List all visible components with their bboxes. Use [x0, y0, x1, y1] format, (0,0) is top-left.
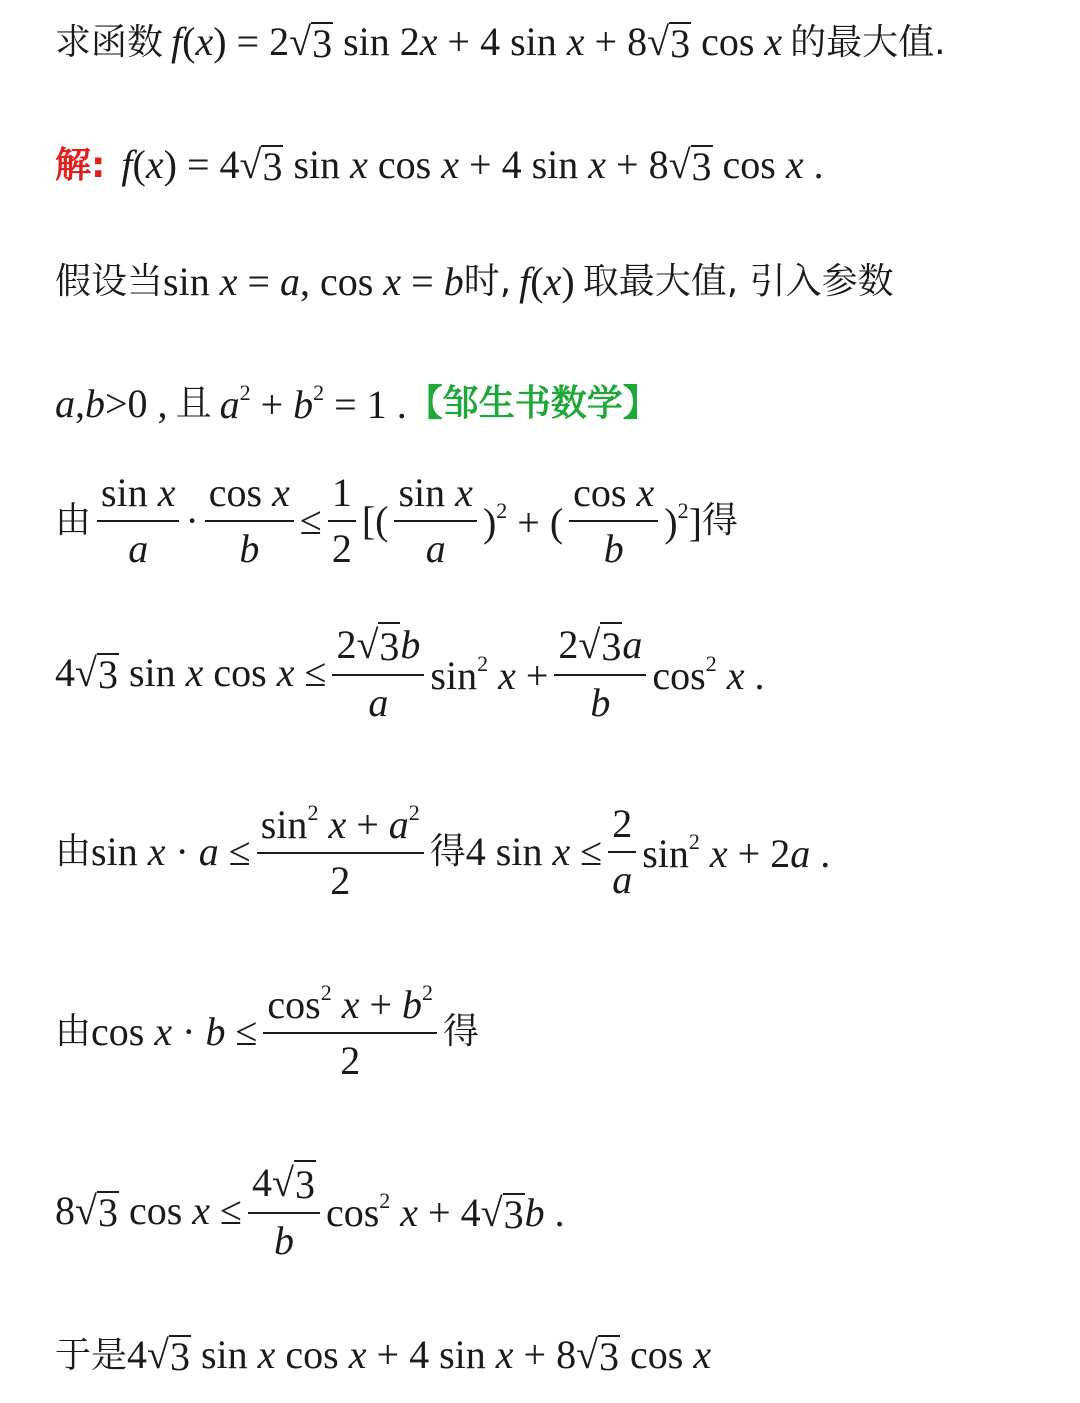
solution-formula: f(x) = 4 √ 3 sin x cos x + 4 sin x + 8 √ 3 cos x .: [121, 142, 824, 189]
assume-fx: f(x): [519, 259, 575, 304]
problem-line: [55, 19, 946, 66]
assume-middle: 时,: [463, 261, 512, 302]
params-formula: $a^2 + b^2 = 1$ .: [219, 380, 407, 427]
step4-de: 得: [443, 1011, 480, 1052]
problem-prefix: 求函数: [55, 22, 164, 63]
step3-line: 由 sin x · a ≤ $\frac{\sin^2 x + a^2}{2}$ 得 4 sin x ≤ $\frac{2}{a}$ $\sin^2 x + 2a$ .: [55, 800, 831, 903]
assume-prefix: 假设当: [55, 261, 164, 302]
solution-label: 解:: [55, 145, 106, 186]
fraction: 2 √ 3 a b: [554, 622, 646, 726]
problem-formula: f(x) = 2 √ 3 sin 2x + 4 sin x + 8 √ 3 cos x: [171, 19, 783, 66]
fraction: $\frac{2}{a}$: [608, 801, 636, 903]
step1-line: 由 $\frac{\text{sin x}}{a}$ · $\frac{\text{cos x}}{b}$ ≤ $\frac{1}{2}$ [( $\frac{\text{sin x}}{a}$ )$^2$ + ( $\frac{\text{cos x}}{b}$ )$^2$] 得: [55, 470, 738, 571]
conclusion-yushi: 于是: [55, 1335, 128, 1376]
fraction: $\frac{\text{sin x}}{a}$: [97, 470, 179, 572]
assume-suffix: 取最大值, 引入参数: [582, 261, 894, 302]
step3-you: 由: [55, 831, 92, 872]
step1-de: 得: [701, 500, 738, 541]
fraction: $\frac{\text{cos x}}{b}$: [569, 470, 658, 572]
conclusion-line: 于是 4 √ 3 sin x cos x + 4 sin x + 8 √ 3 cos x: [55, 1332, 712, 1379]
fraction: $\frac{1}{2}$: [328, 470, 356, 572]
params-condition: a,b>0 ,: [55, 380, 168, 426]
step4-you: 由: [55, 1011, 92, 1052]
fraction: 2 √ 3 b a: [332, 622, 424, 726]
problem-suffix: 的最大值.: [790, 22, 946, 63]
step3-de: 得: [429, 831, 466, 872]
fraction: $\frac{\cos^2 x + b^2}{2}$: [263, 980, 437, 1084]
params-and: 且: [175, 382, 212, 424]
fraction: $\frac{\text{sin x}}{a}$: [394, 470, 476, 572]
step2-line: 4 √ 3 sin x cos x ≤ 2 √ 3 b a $\sin^2 x$ + 2 √ 3 a b $\cos^2 x$ .: [55, 622, 765, 725]
fraction: 4 √ 3 b: [248, 1160, 320, 1264]
fraction: $\frac{\text{cos x}}{b}$: [205, 470, 294, 572]
step1-you: 由: [55, 500, 92, 541]
fraction: $\frac{\sin^2 x + a^2}{2}$: [257, 800, 424, 904]
watermark-tag: 【邹生书数学】: [406, 382, 659, 424]
params-line: [55, 382, 659, 425]
step5-line: 8 √ 3 cos x ≤ 4 √ 3 b $\cos^2 x + 4$ √ 3 b .: [55, 1160, 565, 1263]
assume-line: [55, 259, 894, 304]
assume-formula: sin x = a, cos x = b: [163, 259, 464, 304]
solution-line: [55, 142, 824, 189]
step4-line: 由 cos x · b ≤ $\frac{\cos^2 x + b^2}{2}$ 得: [55, 980, 480, 1083]
